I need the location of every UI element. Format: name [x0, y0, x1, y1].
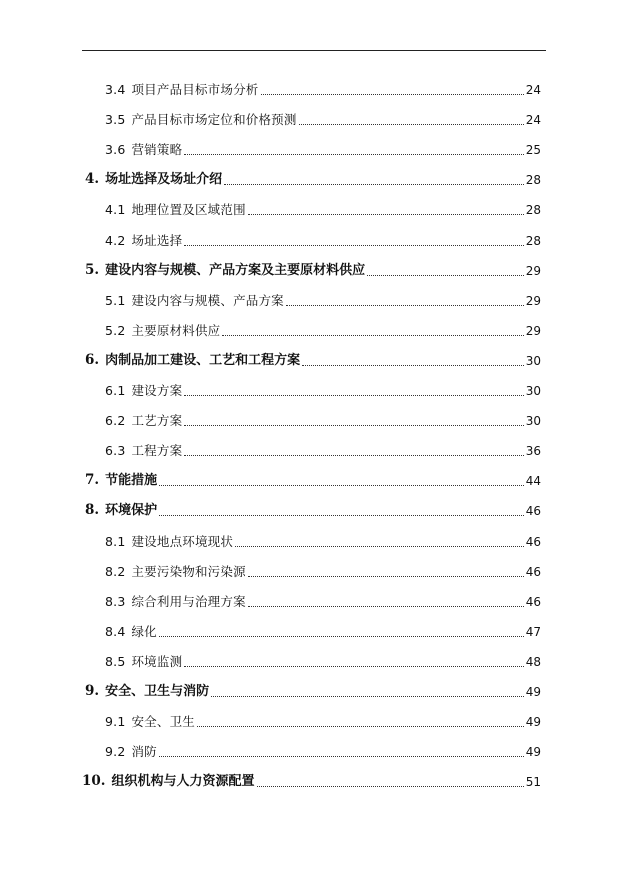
toc-entry-title: 安全、卫生: [131, 714, 195, 730]
toc-entry-title: 消防: [131, 744, 157, 760]
toc-page-number: 44: [525, 474, 541, 489]
dot-leader: [235, 546, 524, 547]
toc-page-number: 47: [525, 624, 541, 639]
toc-section-row[interactable]: [85, 499, 541, 519]
toc-entry-number: 3.6: [105, 142, 126, 158]
toc-subsection-row[interactable]: [105, 409, 541, 429]
dot-leader: [261, 94, 524, 95]
toc-entry-number: 8.1: [105, 533, 126, 549]
toc-entry-title: 地理位置及区域范围: [131, 202, 246, 218]
dot-leader: [248, 576, 524, 577]
toc-entry-label: [105, 142, 182, 158]
toc-entry-label: [105, 202, 246, 218]
toc-entry-label: [105, 654, 182, 670]
toc-page-number: 29: [525, 323, 541, 338]
toc-entry-label: [85, 502, 157, 519]
toc-entry-number: 5.2: [105, 322, 126, 338]
dot-leader: [211, 696, 524, 697]
toc-entry-title: 营销策略: [131, 142, 183, 158]
toc-entry-number: 10.: [82, 773, 106, 790]
toc-page-number: 30: [525, 353, 541, 368]
toc-entry-title: 综合利用与治理方案: [131, 593, 246, 609]
toc-entry-number: 4.1: [105, 202, 126, 218]
toc-entry-number: 4.2: [105, 232, 126, 248]
dot-leader: [159, 485, 524, 486]
toc-page-number: 46: [525, 504, 541, 519]
toc-page-number: 36: [525, 444, 541, 459]
toc-entry-number: 9.1: [105, 714, 126, 730]
toc-page-number: 49: [525, 745, 541, 760]
toc-entry-number: 8.4: [105, 623, 126, 639]
toc-entry-number: 6.: [85, 351, 100, 368]
toc-page-number: 29: [525, 293, 541, 308]
toc-page-number: 46: [525, 594, 541, 609]
toc-entry-title: 建设方案: [131, 383, 183, 398]
toc-entry-title: 主要原材料供应: [131, 322, 221, 338]
toc-section-row[interactable]: [85, 349, 541, 369]
toc-entry-number: 5.1: [105, 292, 126, 308]
toc-subsection-row[interactable]: [105, 198, 541, 218]
dot-leader: [248, 606, 524, 607]
dot-leader: [302, 365, 524, 366]
toc-page-number: 24: [525, 113, 541, 128]
toc-page-number: 51: [525, 775, 541, 790]
toc-entry-label: [105, 82, 259, 98]
toc-section-row[interactable]: [85, 680, 541, 700]
toc-page-number: 48: [525, 654, 541, 669]
dot-leader: [184, 666, 523, 667]
toc-entry-label: [85, 683, 209, 700]
toc-entry-title: 项目产品目标市场分析: [131, 82, 259, 97]
toc-section-row[interactable]: [85, 259, 541, 279]
toc-entry-number: 8.5: [105, 653, 126, 669]
toc-subsection-row[interactable]: [105, 620, 541, 640]
toc-entry-number: 4.: [85, 171, 100, 188]
toc-entry-title: 工程方案: [131, 443, 183, 459]
toc-entry-label: [105, 112, 297, 128]
toc-section-row[interactable]: [85, 168, 541, 188]
toc-entry-number: 9.2: [105, 744, 126, 760]
toc-entry-label: [82, 773, 255, 790]
toc-entry-label: [105, 534, 233, 550]
toc-entry-label: [85, 472, 157, 489]
dot-leader: [159, 756, 524, 757]
toc-subsection-row[interactable]: [105, 229, 541, 249]
toc-subsection-row[interactable]: [105, 379, 541, 399]
toc-page-number: 28: [525, 173, 541, 188]
toc-page-number: 24: [525, 83, 541, 97]
toc-entry-label: [105, 594, 246, 610]
dot-leader: [184, 455, 523, 456]
dot-leader: [224, 184, 524, 185]
dot-leader: [184, 425, 523, 426]
toc-entry-label: [105, 714, 195, 730]
toc-subsection-row[interactable]: [105, 650, 541, 670]
toc-page-number: 25: [525, 143, 541, 158]
toc-entry-title: 节能措施: [105, 473, 158, 489]
toc-entry-title: 环境监测: [131, 653, 183, 669]
toc-entry-label: [105, 413, 182, 429]
toc-page-number: 49: [525, 715, 541, 730]
toc-entry-title: 建设地点环境现状: [131, 533, 234, 549]
toc-entry-label: [105, 443, 182, 459]
toc-entry-number: 6.2: [105, 413, 126, 429]
toc-entry-title: 绿化: [131, 623, 157, 639]
toc-entry-title: 环境保护: [105, 503, 158, 519]
dot-leader: [159, 636, 524, 637]
toc-entry-number: 6.1: [105, 383, 126, 398]
toc-entry-title: 安全、卫生与消防: [105, 684, 210, 699]
dot-leader: [184, 395, 523, 396]
toc-entry-label: [105, 383, 182, 399]
dot-leader: [299, 124, 524, 125]
dot-leader: [367, 275, 524, 276]
toc-entry-label: [85, 171, 222, 188]
toc-page-number: 46: [525, 564, 541, 579]
toc-entry-label: [105, 233, 182, 249]
toc-entry-number: 9.: [85, 683, 100, 699]
toc-entry-label: [105, 323, 220, 339]
dot-leader: [184, 245, 523, 246]
toc-entry-title: 组织机构与人力资源配置: [111, 774, 255, 790]
toc-page-number: 46: [525, 534, 541, 549]
toc-entry-label: [105, 744, 157, 760]
dot-leader: [257, 786, 524, 787]
toc-section-row[interactable]: [85, 469, 541, 489]
toc-subsection-row[interactable]: [105, 289, 541, 309]
toc-entry-title: 产品目标市场定位和价格预测: [131, 112, 297, 128]
toc-entry-title: 建设内容与规模、产品方案: [131, 292, 284, 308]
toc-subsection-row[interactable]: [105, 710, 541, 730]
toc-entry-number: 5.: [85, 261, 100, 278]
toc-entry-title: 建设内容与规模、产品方案及主要原材料供应: [105, 262, 366, 278]
toc-entry-title: 场址选择及场址介绍: [105, 172, 223, 188]
header-rule: [82, 50, 546, 51]
dot-leader: [286, 305, 524, 306]
toc-entry-number: 7.: [85, 472, 100, 489]
toc-entry-label: [105, 293, 284, 309]
toc-entry-title: 场址选择: [131, 232, 183, 248]
toc-entry-title: 主要污染物和污染源: [131, 563, 246, 579]
toc-subsection-row[interactable]: [105, 78, 541, 98]
dot-leader: [184, 154, 523, 155]
toc-entry-number: 8.: [85, 502, 100, 519]
toc-subsection-row[interactable]: [105, 590, 541, 610]
dot-leader: [222, 335, 523, 336]
toc-page-number: 28: [525, 233, 541, 248]
toc-subsection-row[interactable]: [105, 108, 541, 128]
dot-leader: [197, 726, 524, 727]
toc-entry-label: [105, 624, 157, 640]
dot-leader: [159, 515, 524, 516]
toc-entry-title: 肉制品加工建设、工艺和工程方案: [105, 352, 301, 368]
toc-subsection-row[interactable]: [105, 439, 541, 459]
toc-entry-number: 8.3: [105, 593, 126, 609]
toc-entry-number: 3.4: [105, 82, 126, 97]
toc-subsection-row[interactable]: [105, 138, 541, 158]
toc-subsection-row[interactable]: [105, 560, 541, 580]
toc-section-row[interactable]: [82, 770, 541, 790]
toc-page-number: 30: [525, 384, 541, 398]
toc-entry-label: [85, 262, 365, 279]
toc-page-number: 28: [525, 203, 541, 218]
toc-entry-title: 工艺方案: [131, 413, 183, 429]
toc-entry-number: 8.2: [105, 563, 126, 579]
toc-page-number: 30: [525, 414, 541, 429]
toc-subsection-row[interactable]: [105, 740, 541, 760]
toc-subsection-row[interactable]: [105, 530, 541, 550]
toc-entry-label: [105, 564, 246, 580]
toc-entry-number: 3.5: [105, 112, 126, 128]
toc-entry-number: 6.3: [105, 443, 126, 459]
toc-entry-label: [85, 352, 300, 369]
toc-page-number: 29: [525, 263, 541, 278]
dot-leader: [248, 214, 524, 215]
toc-subsection-row[interactable]: [105, 319, 541, 339]
toc-page-number: 49: [525, 685, 541, 699]
